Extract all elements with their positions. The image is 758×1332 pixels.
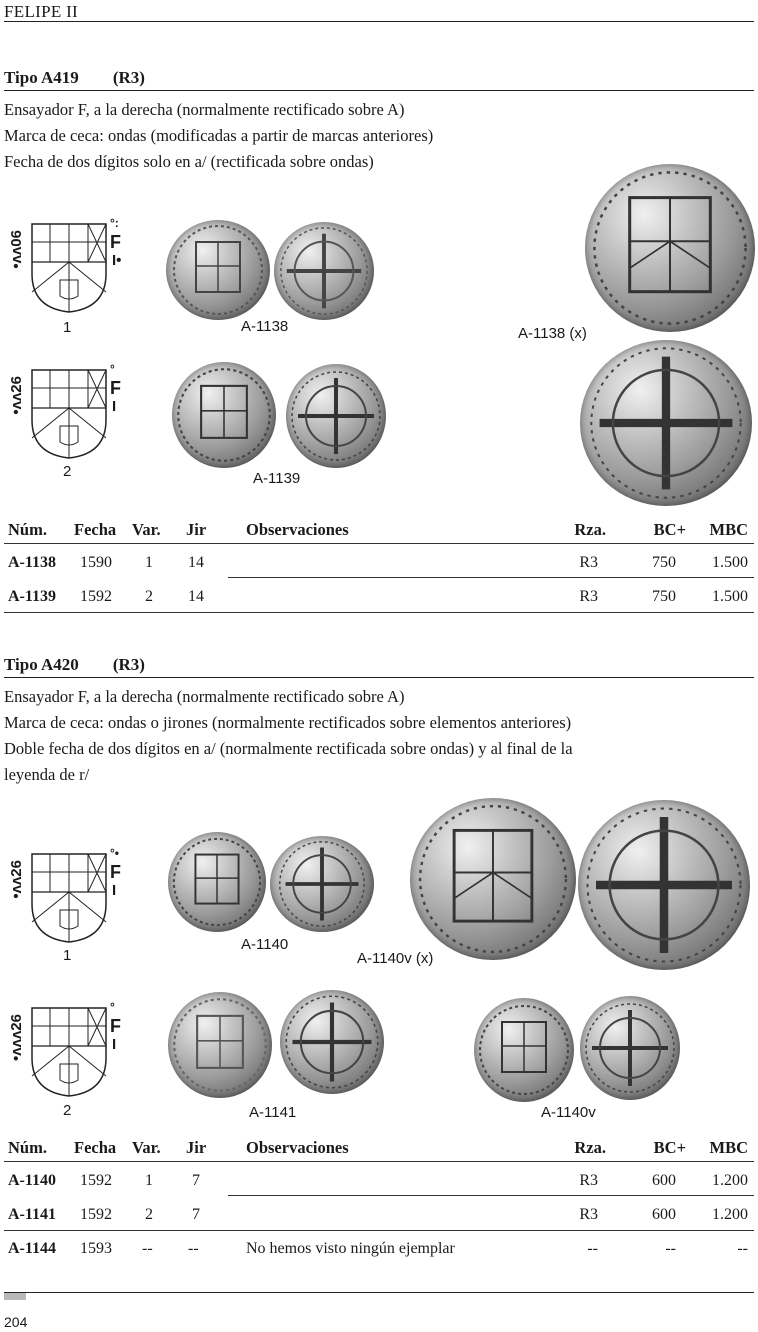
shield-outline-icon (30, 1006, 108, 1098)
cell-num: A-1139 (8, 588, 56, 605)
description-line: Fecha de dos dígitos solo en a/ (rectificada sobre ondas) (4, 152, 374, 171)
coin-label: A-1141 (249, 1104, 297, 1121)
coin-obverse-image (168, 832, 266, 932)
col-header: Núm. (8, 1138, 47, 1157)
table-header-rule (4, 1161, 754, 1162)
assayer-dots: ° (110, 362, 115, 376)
footer-rule (4, 1292, 754, 1293)
cell-jir: 7 (192, 1172, 200, 1189)
cell-num: A-1144 (8, 1240, 56, 1257)
coin-reverse-image (280, 990, 384, 1094)
coin-label: A-1139 (253, 470, 301, 487)
cell-var: 2 (145, 588, 153, 605)
cell-var: 1 (145, 554, 153, 571)
header-rule (4, 21, 754, 22)
cell-fecha: 1593 (80, 1240, 112, 1257)
date-mark: •ʌʌ26 (8, 860, 25, 899)
table-row (0, 588, 758, 614)
diagram-caption: 1 (63, 947, 72, 964)
running-head: FELIPE II (4, 2, 78, 21)
col-header: Var. (132, 520, 161, 539)
coin-label: A-1140v (x) (357, 950, 434, 967)
cell-mbc: -- (737, 1240, 748, 1257)
shield-diagram (8, 216, 128, 342)
coin-reverse-enlarged-image (578, 800, 750, 970)
assayer-sub-mark: I• (112, 252, 122, 269)
col-header: Jir (186, 1138, 207, 1157)
cell-fecha: 1592 (80, 588, 112, 605)
cell-bc: 750 (652, 588, 676, 605)
type-rarity: (R3) (112, 655, 145, 674)
cell-mbc: 1.200 (712, 1172, 748, 1189)
cell-bc: 750 (652, 554, 676, 571)
assayer-sub-mark: I (112, 398, 117, 415)
col-header: MBC (709, 1138, 748, 1157)
cell-obs: No hemos visto ningún ejemplar (246, 1240, 455, 1257)
description-line: leyenda de r/ (4, 765, 90, 784)
coin-reverse-image (580, 996, 680, 1100)
row-rule (228, 577, 754, 578)
coin-label: A-1140 (241, 936, 289, 953)
cell-fecha: 1590 (80, 554, 112, 571)
col-header: Fecha (74, 520, 117, 539)
assayer-sub-mark: I (112, 882, 117, 899)
description-line: Ensayador F, a la derecha (normalmente rectificado sobre A) (4, 687, 405, 706)
cell-jir: 14 (188, 554, 204, 571)
cell-var: 2 (145, 1206, 153, 1223)
col-header: Observaciones (246, 1138, 349, 1157)
assayer-mark: F (110, 862, 121, 882)
coin-reverse-image (274, 222, 374, 320)
coin-label: A-1140v (541, 1104, 596, 1121)
cell-var: 1 (145, 1172, 153, 1189)
col-header: Rza. (574, 1138, 606, 1157)
cell-mbc: 1.500 (712, 554, 748, 571)
coin-reverse-image (286, 364, 386, 468)
description-line: Ensayador F, a la derecha (normalmente rectificado sobre A) (4, 100, 405, 119)
type-title-rule (4, 677, 754, 678)
col-header: BC+ (653, 1138, 686, 1157)
shield-diagram (8, 1000, 128, 1126)
assayer-mark: F (110, 1016, 121, 1036)
cell-bc: 600 (652, 1206, 676, 1223)
coin-obverse-image (474, 998, 574, 1102)
cell-num: A-1141 (8, 1206, 56, 1223)
cell-bc: 600 (652, 1172, 676, 1189)
type-description (4, 97, 433, 175)
table-row (0, 1240, 758, 1266)
page-number: 204 (4, 1314, 28, 1330)
coin-reverse-image (270, 836, 374, 932)
coin-obverse-enlarged-image (410, 798, 576, 960)
table-row (0, 1206, 758, 1232)
folio-bar (4, 1293, 26, 1300)
col-header: BC+ (653, 520, 686, 539)
table-header-rule (4, 543, 754, 544)
description-line: Marca de ceca: ondas o jirones (normalmente rectificados sobre elementos anteriores) (4, 713, 572, 732)
coin-obverse-image (172, 362, 276, 468)
type-title-rule (4, 90, 754, 91)
description-line: Marca de ceca: ondas (modificadas a partir de marcas anteriores) (4, 126, 434, 145)
assayer-dots: °: (110, 216, 119, 230)
shield-diagram (8, 846, 128, 972)
col-header: Observaciones (246, 520, 349, 539)
shield-diagram (8, 362, 128, 488)
type-title (4, 655, 145, 675)
cell-rza: R3 (579, 1206, 598, 1223)
col-header: Fecha (74, 1138, 117, 1157)
cell-num: A-1138 (8, 554, 56, 571)
coin-label: A-1138 (241, 318, 289, 335)
price-table (0, 516, 758, 616)
type-name: Tipo A420 (4, 655, 79, 674)
cell-fecha: 1592 (80, 1206, 112, 1223)
type-name: Tipo A419 (4, 68, 79, 87)
row-rule (4, 1230, 754, 1231)
diagram-caption: 2 (63, 463, 72, 480)
cell-rza: R3 (579, 588, 598, 605)
coin-label: A-1138 (x) (518, 325, 587, 342)
shield-outline-icon (30, 852, 108, 944)
assayer-dots: °• (110, 846, 119, 860)
cell-rza: R3 (579, 554, 598, 571)
cell-rza: -- (587, 1240, 598, 1257)
row-rule (228, 1195, 754, 1196)
date-mark: •ʌʌ26 (8, 376, 25, 415)
cell-jir: -- (188, 1240, 199, 1257)
shield-outline-icon (30, 368, 108, 460)
date-mark: •ʌʌʌ26 (8, 1014, 25, 1061)
diagram-caption: 1 (63, 319, 72, 336)
col-header: Var. (132, 1138, 161, 1157)
type-rarity: (R3) (112, 68, 145, 87)
coin-obverse-image (168, 992, 272, 1098)
date-mark: •ʌʌ06 (8, 230, 25, 269)
price-table (0, 1134, 758, 1264)
col-header: Jir (186, 520, 207, 539)
cell-bc: -- (665, 1240, 676, 1257)
description-line: Doble fecha de dos dígitos en a/ (normalmente rectificada sobre ondas) y al final de la (4, 739, 573, 758)
table-bottom-rule (4, 612, 754, 613)
col-header: Rza. (574, 520, 606, 539)
type-title (4, 68, 145, 88)
coin-reverse-enlarged-image (580, 340, 752, 506)
cell-jir: 7 (192, 1206, 200, 1223)
type-description (4, 684, 573, 788)
diagram-caption: 2 (63, 1102, 72, 1119)
shield-outline-icon (30, 222, 108, 314)
col-header: MBC (709, 520, 748, 539)
cell-jir: 14 (188, 588, 204, 605)
cell-num: A-1140 (8, 1172, 56, 1189)
cell-var: -- (142, 1240, 153, 1257)
cell-rza: R3 (579, 1172, 598, 1189)
cell-mbc: 1.500 (712, 588, 748, 605)
col-header: Núm. (8, 520, 47, 539)
assayer-mark: F (110, 232, 121, 252)
cell-mbc: 1.200 (712, 1206, 748, 1223)
cell-fecha: 1592 (80, 1172, 112, 1189)
assayer-dots: ° (110, 1000, 115, 1014)
assayer-sub-mark: I (112, 1036, 117, 1053)
coin-obverse-image (166, 220, 270, 320)
assayer-mark: F (110, 378, 121, 398)
coin-obverse-enlarged-image (585, 164, 755, 332)
